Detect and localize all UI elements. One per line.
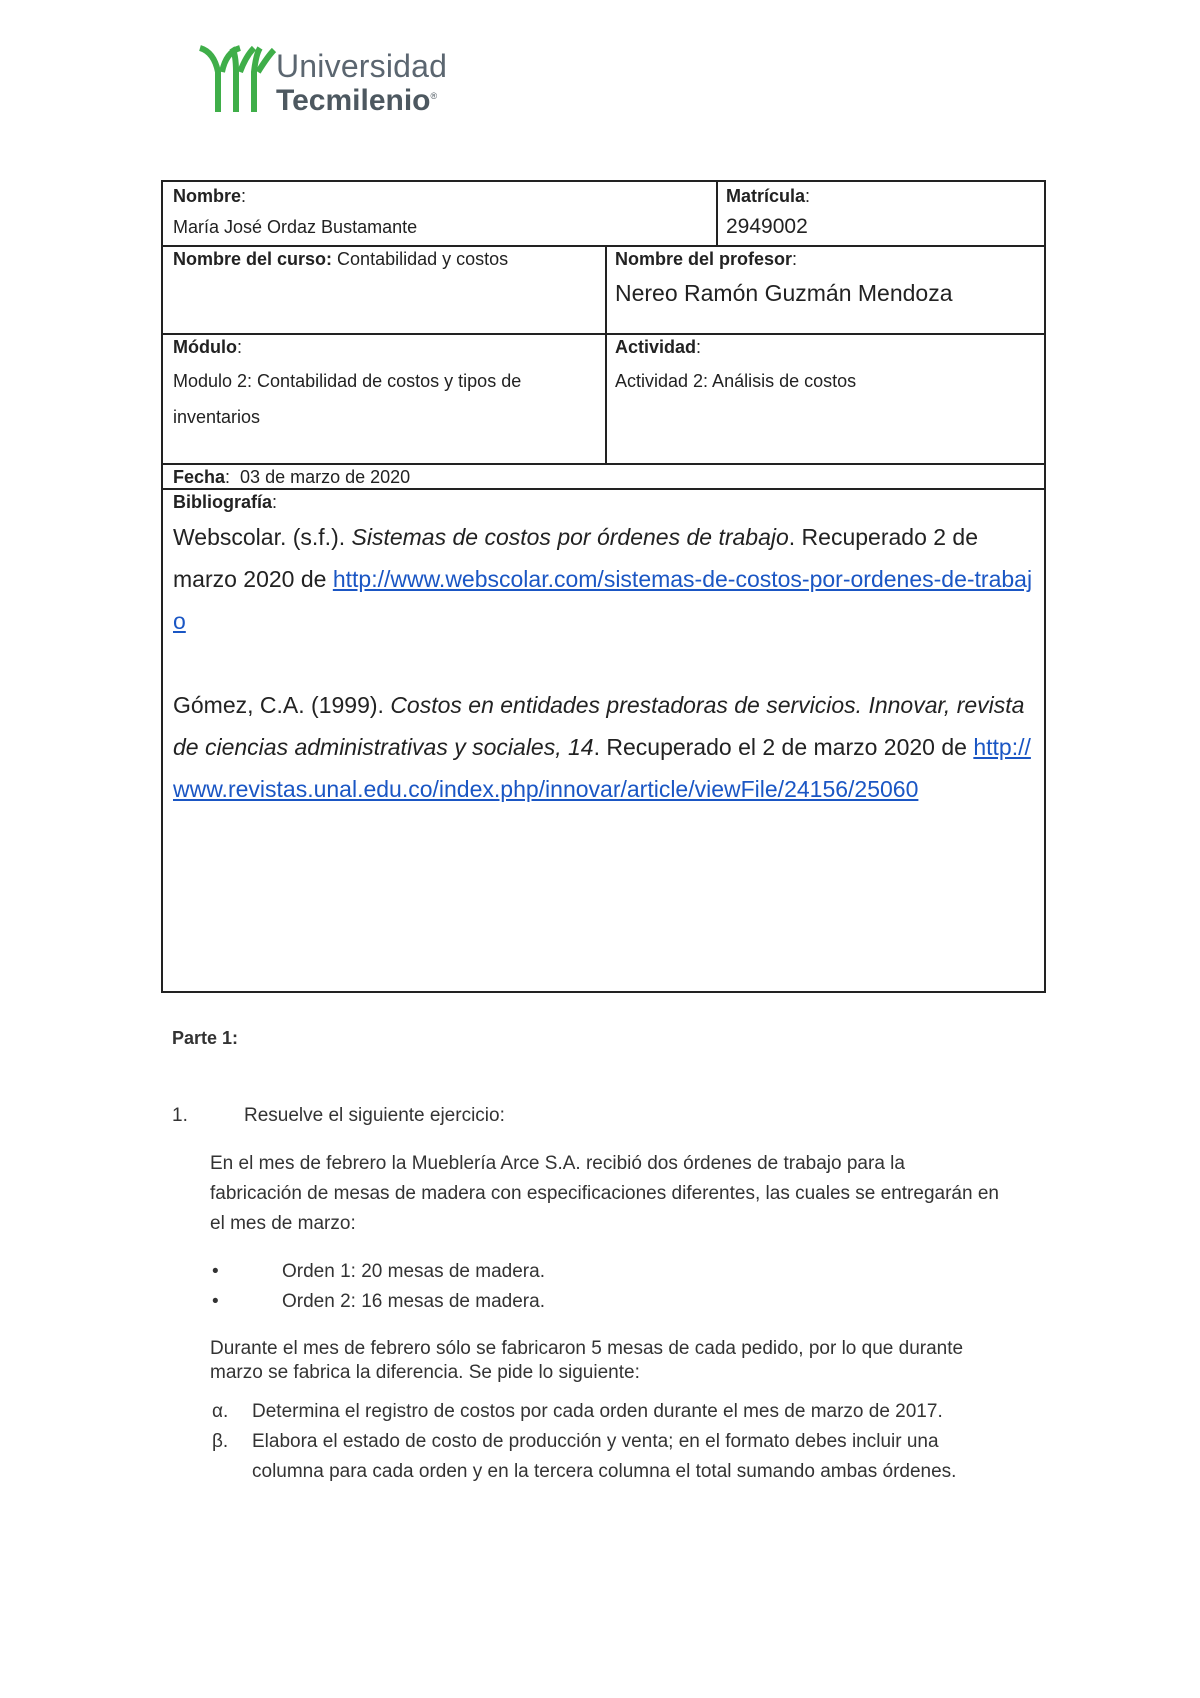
profesor-cell: Nombre del profesor: Nereo Ramón Guzmán Mendoza [605, 247, 1046, 333]
modulo-label: Módulo [173, 337, 237, 357]
document-body [172, 1028, 1052, 1487]
task-paragraph: Durante el mes de febrero sólo se fabricaron 5 mesas de cada pedido, por lo que durante marzo se fabrica la diferencia. Se pide lo siguiente: [210, 1338, 964, 1383]
modulo-value: Modulo 2: Contabilidad de costos y tipos de inventarios [173, 371, 522, 427]
list-item-text: Orden 1: 20 mesas de madera. [282, 1261, 545, 1282]
matricula-cell: Matrícula: 2949002 [716, 182, 1046, 245]
list-item [172, 1101, 1052, 1131]
list-item [172, 1257, 1052, 1287]
info-table [161, 180, 1046, 993]
bullet-icon: • [212, 1261, 219, 1282]
nombre-label: Nombre [173, 186, 242, 206]
section-heading: Parte 1: [172, 1028, 239, 1048]
list-marker: β. [212, 1431, 229, 1452]
intro-paragraph: En el mes de febrero la Mueblería Arce S.A. recibió dos órdenes de trabajo para la fabricación de mesas de madera con especificaciones diferentes, las cuales se entregarán en el mes de marzo: [210, 1153, 999, 1234]
bibliography-entry: Webscolar. (s.f.). Sistemas de costos por órdenes de trabajo. Recuperado 2 de marzo 2020 de http://www.webscolar.com/sistemas-de-costos-por-ordenes-de-trabajo [173, 524, 1033, 634]
bibliography-label: Bibliografía [173, 492, 273, 512]
registered-mark: ® [430, 91, 438, 101]
list-item-text: Resuelve el siguiente ejercicio: [244, 1105, 505, 1126]
bibliography-link[interactable]: http://www.revistas.unal.edu.co/index.php/innovar/article/viewFile/24156/25060 [173, 734, 1031, 802]
list-item [212, 1397, 1052, 1427]
curso-cell [163, 247, 605, 333]
nombre-value: María José Ordaz Bustamante [173, 217, 418, 237]
list-marker: α. [212, 1401, 229, 1422]
matricula-label: Matrícula [726, 186, 806, 206]
actividad-cell: Actividad: Actividad 2: Análisis de costos [605, 335, 1046, 463]
fecha-label: Fecha [173, 467, 226, 487]
logo-wordmark [276, 50, 447, 116]
actividad-value: Actividad 2: Análisis de costos [615, 371, 857, 391]
logo-line2: Tecmilenio® [276, 84, 438, 117]
modulo-cell: Módulo: Modulo 2: Contabilidad de costos y tipos de inventarios [163, 335, 605, 463]
bibliography-entry: Gómez, C.A. (1999). Costos en entidades prestadoras de servicios. Innovar, revista de ciencias administrativas y sociales, 14. Recuperado el 2 de marzo 2020 de http://www.revistas.unal.edu.co/index.php/innovar/article/viewFile/24156/25060 [173, 692, 1031, 802]
nombre-cell: Nombre: María José Ordaz Bustamante [163, 182, 716, 245]
list-number: 1. [172, 1105, 188, 1126]
bullet-icon: • [212, 1291, 219, 1312]
list-item-text: Elabora el estado de costo de producción y venta; en el formato debes incluir una columna para cada orden y en la tercera columna el total sumando ambas órdenes. [252, 1431, 957, 1482]
bibliography-link[interactable]: http://www.webscolar.com/sistemas-de-costos-por-ordenes-de-trabajo [173, 566, 1033, 634]
matricula-value: 2949002 [726, 215, 808, 238]
profesor-value: Nereo Ramón Guzmán Mendoza [615, 280, 953, 306]
list-item-text: Determina el registro de costos por cada orden durante el mes de marzo de 2017. [252, 1401, 943, 1422]
list-item [212, 1427, 1052, 1487]
bibliography-cell: Bibliografía: Webscolar. (s.f.). Sistemas de costos por órdenes de trabajo. Recuperado 2 de marzo 2020 de http://www.webscolar.com/sistemas-de-costos-por-ordenes-de-trabajo Gómez, C.A. (1999). Costos en entidades prestadoras de servicios. Innovar, revista de ciencias administrativas y sociales, 14. Recuperado el 2 de marzo 2020 de http://www.revistas.unal.edu.co/index.php/innovar/article/viewFile/24156/25060 [163, 490, 1046, 990]
curso-value: Contabilidad y costos [337, 249, 509, 269]
curso-label: Nombre del curso: [173, 249, 333, 269]
logo-line1: Universidad [276, 48, 448, 84]
fecha-value: 03 de marzo de 2020 [240, 467, 411, 487]
actividad-label: Actividad [615, 337, 697, 357]
fecha-cell: Fecha: 03 de marzo de 2020 [173, 467, 411, 487]
list-item-text: Orden 2: 16 mesas de madera. [282, 1291, 545, 1312]
list-item [172, 1287, 1052, 1317]
profesor-label: Nombre del profesor [615, 249, 793, 269]
